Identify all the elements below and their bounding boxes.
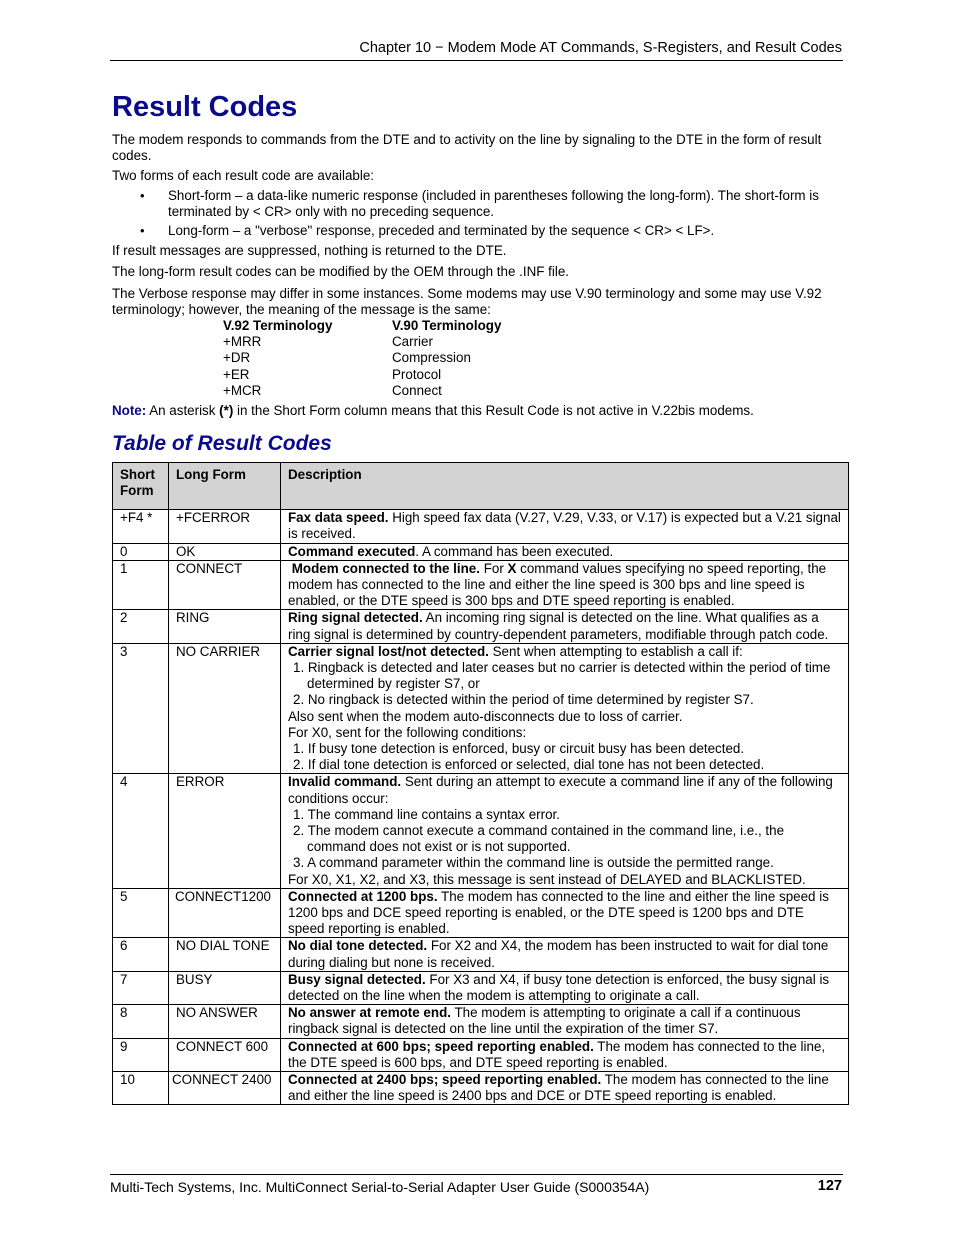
table-row	[113, 1038, 849, 1071]
v90-term: Compression	[392, 350, 471, 366]
long-form-cell: +FCERROR	[169, 510, 281, 543]
description-cell: Connected at 2400 bps; speed reporting enabled. The modem has connected to the line and either the line speed is 2400 bps and DCE or DTE speed reporting is enabled.	[281, 1072, 849, 1105]
table-row	[113, 888, 849, 938]
note-label: Note:	[112, 402, 147, 418]
col-header-description: Description	[281, 463, 849, 510]
description-cell: Carrier signal lost/not detected. Sent when attempting to establish a call if: 1. Ringback is detected and later ceases but no carrier is detected within the period of time determined by register S7, or 2. No ringback is detected within the period of time determined by register S7. Also sent when the modem auto-disconnects due to loss of carrier. For X0, sent for the following conditions: 1. If busy tone detection is enforced, busy or circuit busy has been detected. 2. If dial tone detection is enforced or selected, dial tone has not been detected.	[281, 643, 849, 774]
description-cell: Connected at 1200 bps. The modem has connected to the line and either the line speed is 1200 bps and DCE speed reporting is enabled, or the DTE speed is 1200 bps and DTE speed reporting is enabled.	[281, 888, 849, 938]
long-form-cell: CONNECT	[169, 560, 281, 610]
v92-term: +MRR	[223, 334, 262, 350]
page-content	[112, 88, 848, 1105]
long-form-cell: RING	[169, 610, 281, 643]
verbose-paragraph: The Verbose response may differ in some instances. Some modems may use V.90 terminology and some may use V.92 terminology; however, the meaning of the message is the same:	[112, 285, 822, 317]
short-form-cell: 10	[113, 1072, 169, 1105]
v92-term: +MCR	[223, 382, 262, 398]
description-cell: Fax data speed. High speed fax data (V.27, V.29, V.33, or V.17) is expected but a V.21 signal is received.	[281, 510, 849, 543]
long-form-cell: OK	[169, 543, 281, 560]
page-number: 127	[817, 1178, 842, 1194]
description-cell: Invalid command. Sent during an attempt to execute a command line if any of the following conditions occur: 1. The command line contains a syntax error. 2. The modem cannot execute a command contained in the command line, i.e., the command does not exist or is not supported. 3. A command parameter within the command line is outside the permitted range. For X0, X1, X2, and X3, this message is sent instead of DELAYED and BLACKLISTED.	[281, 774, 849, 888]
short-form-cell: 1	[113, 560, 169, 610]
intro-paragraph: The modem responds to commands from the DTE and to activity on the line by signaling to the DTE in the form of result codes.	[112, 132, 822, 164]
short-form-cell: 5	[113, 888, 169, 938]
v92-term: +ER	[223, 366, 250, 382]
v90-term: Protocol	[392, 366, 442, 382]
page-footer	[110, 1174, 843, 1195]
description-cell: No answer at remote end. The modem is attempting to originate a call if a continuous ringback signal is detected on the line until the expiration of the timer S7.	[281, 1005, 849, 1038]
table-row	[113, 560, 849, 610]
condition-list	[288, 741, 842, 773]
v90-header: V.90 Terminology	[392, 318, 502, 334]
v90-term: Connect	[392, 382, 442, 398]
table-row	[113, 643, 849, 774]
table-row	[113, 938, 849, 971]
page-header	[110, 38, 843, 61]
long-form-cell: NO CARRIER	[169, 643, 281, 774]
list-item: 2. No ringback is detected within the period of time determined by register S7.	[293, 692, 754, 708]
note-paragraph: Note: An asterisk (*) in the Short Form column means that this Result Code is not active in V.22bis modems.	[112, 402, 754, 418]
description-cell: No dial tone detected. For X2 and X4, the modem has been instructed to wait for dial tone during dialing but none is received.	[281, 938, 849, 971]
forms-paragraph: Two forms of each result code are available:	[112, 168, 374, 184]
table-row	[113, 610, 849, 643]
terminology-table	[223, 318, 848, 399]
short-form-cell: 8	[113, 1005, 169, 1038]
long-form-cell: CONNECT1200	[169, 888, 281, 938]
short-form-cell: 6	[113, 938, 169, 971]
short-form-cell: 9	[113, 1038, 169, 1071]
list-item: 1. The command line contains a syntax error.	[293, 806, 560, 822]
list-item: • Short-form – a data-like numeric response (included in parentheses following the long-form). The short-form is terminated by < CR> only with no preceding sequence.	[112, 188, 848, 220]
col-header-long: Long Form	[169, 463, 281, 510]
table-row	[113, 543, 849, 560]
short-form-cell: 2	[113, 610, 169, 643]
table-row	[113, 1072, 849, 1105]
long-form-cell: NO ANSWER	[169, 1005, 281, 1038]
forms-list	[112, 188, 848, 240]
short-form-cell: 3	[113, 643, 169, 774]
asterisk-marker: (*)	[219, 402, 234, 418]
list-item: 2. If dial tone detection is enforced or selected, dial tone has not been detected.	[293, 757, 765, 773]
table-row	[113, 774, 849, 888]
condition-list	[288, 807, 842, 872]
long-form-cell: NO DIAL TONE	[169, 938, 281, 971]
long-form-cell: BUSY	[169, 971, 281, 1004]
condition-list	[288, 660, 842, 709]
table-row	[113, 510, 849, 543]
description-cell: Connected at 600 bps; speed reporting enabled. The modem has connected to the line, the DTE speed is 600 bps, and DTE speed reporting is enabled.	[281, 1038, 849, 1071]
table-header-row	[113, 463, 849, 510]
list-item: 3. A command parameter within the command line is outside the permitted range.	[293, 855, 774, 871]
table-row	[113, 971, 849, 1004]
list-item: 1. If busy tone detection is enforced, busy or circuit busy has been detected.	[293, 741, 745, 757]
short-form-cell: 0	[113, 543, 169, 560]
footer-text: Multi-Tech Systems, Inc. MultiConnect Serial-to-Serial Adapter User Guide (S000354A)	[110, 1179, 650, 1195]
list-item: 2. The modem cannot execute a command contained in the command line, i.e., the command does not exist or is not supported.	[293, 823, 785, 855]
table-title: Table of Result Codes	[112, 432, 332, 456]
chapter-title: Chapter 10 − Modem Mode AT Commands, S-Registers, and Result Codes	[359, 40, 842, 56]
list-item: 1. Ringback is detected and later ceases but no carrier is detected within the period of time determined by register S7, or	[293, 660, 831, 692]
result-codes-table	[112, 462, 849, 1105]
suppressed-paragraph: If result messages are suppressed, nothing is returned to the DTE.	[112, 243, 507, 259]
oem-paragraph: The long-form result codes can be modified by the OEM through the .INF file.	[112, 264, 569, 280]
page-title: Result Codes	[112, 91, 298, 123]
description-cell: Command executed. A command has been executed.	[281, 543, 849, 560]
table-row	[113, 1005, 849, 1038]
v92-term: +DR	[223, 350, 251, 366]
short-form-cell: 7	[113, 971, 169, 1004]
col-header-short: Short Form	[113, 463, 169, 510]
v92-header: V.92 Terminology	[223, 318, 333, 334]
v90-term: Carrier	[392, 334, 433, 350]
list-item: • Long-form – a "verbose" response, preceded and terminated by the sequence < CR> < LF>.	[112, 223, 848, 239]
long-form-cell: ERROR	[169, 774, 281, 888]
description-cell: Modem connected to the line. For X command values specifying no speed reporting, the modem has connected to the line and either the line speed is 300 bps and line speed is enabled, or the DTE speed is 300 bps and DTE speed reporting is enabled.	[281, 560, 849, 610]
short-form-cell: +F4 *	[113, 510, 169, 543]
short-form-cell: 4	[113, 774, 169, 888]
long-form-cell: CONNECT 2400	[169, 1072, 281, 1105]
long-form-cell: CONNECT 600	[169, 1038, 281, 1071]
description-cell: Busy signal detected. For X3 and X4, if busy tone detection is enforced, the busy signal is detected on the line when the modem is attempting to originate a call.	[281, 971, 849, 1004]
description-cell: Ring signal detected. An incoming ring signal is detected on the line. What qualifies as a ring signal is determined by country-dependent parameters, modifiable through patch code.	[281, 610, 849, 643]
